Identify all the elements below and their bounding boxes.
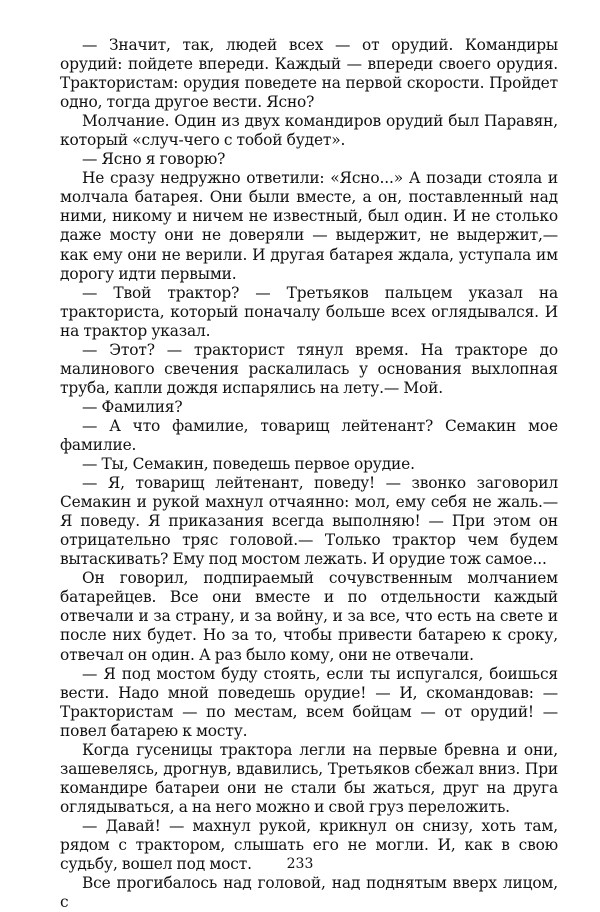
paragraph: — Ясно я говорю? [82,150,226,169]
book-page-text [60,36,558,912]
paragraph: Не сразу недружно ответили: «Ясно...» А позади стояла и молчала батарея. Они были вместе, а он, поставленный над ними, никому и ничем не известный, был один. И не столько даже мосту они не доверяли — выдержит, не выдержит,— как ему они не верили. И другая батарея ждала, уступала им дорогу идти первыми. [60,169,558,283]
paragraph: — Значит, так, людей всех — от орудий. Командиры орудий: пойдете впереди. Каждый — впереди своего орудия. Трактористам: орудия поведете на первой скорости. Пройдет одно, тогда другое вести. Ясно? [60,36,558,112]
paragraph: Все прогибалось над головой, над поднятым вверх лицом, с [60,874,558,912]
paragraph: — Давай! — махнул рукой, крикнул он снизу, хоть там, рядом с трактором, слышать его не могли. И, как в свою судьбу, вошел под мост. [60,816,558,874]
paragraph: — А что фамилие, товарищ лейтенант? Семакин мое фамилие. [60,416,558,454]
paragraph: — Ты, Семакин, поведешь первое орудие. [82,455,415,474]
page-number: 233 [286,856,314,872]
paragraph: — Твой трактор? — Третьяков пальцем указал на тракториста, который поначалу больше всех оглядывался. И на трактор указал. [60,283,558,340]
paragraph: — Я под мостом буду стоять, если ты испугался, боишься вести. Надо мной поведешь орудие! — И, скомандовав: — Трактористам — по местам, всем бойцам — от орудий! — повел батарею к мосту. [60,664,558,740]
paragraph: — Фамилия? [82,397,183,416]
paragraph: — Я, товарищ лейтенант, поведу! — звонко заговорил Семакин и рукой махнул отчаянно: мол, ему себя не жаль.— Я поведу. Я приказания всегда выполняю! — При этом он отрицательно тряс головой.— Только трактор чем будем вытаскивать? Ему под мостом лежать. И орудие тож самое... [60,474,558,569]
paragraph: Когда гусеницы трактора легли на первые бревна и они, зашевелясь, дрогнув, вдавились, Третьяков сбежал вниз. При командире батареи они не стали бы жаться, друг на друга оглядываться, а на него можно и свой груз переложить. [60,740,558,816]
paragraph: Он говорил, подпираемый сочувственным молчанием батарейцев. Все они вместе и по отдельности каждый отвечали и за страну, и за войну, и за все, что есть на свете и после них будет. Но за то, чтобы привести батарею к сроку, отвечал он один. А раз было кому, они не отвечали. [60,569,558,664]
paragraph: Молчание. Один из двух командиров орудий был Паравян, который «случ-чего с тобой будет». [60,112,558,150]
paragraph: — Этот? — тракторист тянул время. На тракторе до малинового свечения раскалилась у основания выхлопная труба, капли дождя испарялись на лету.— Мой. [60,340,558,397]
